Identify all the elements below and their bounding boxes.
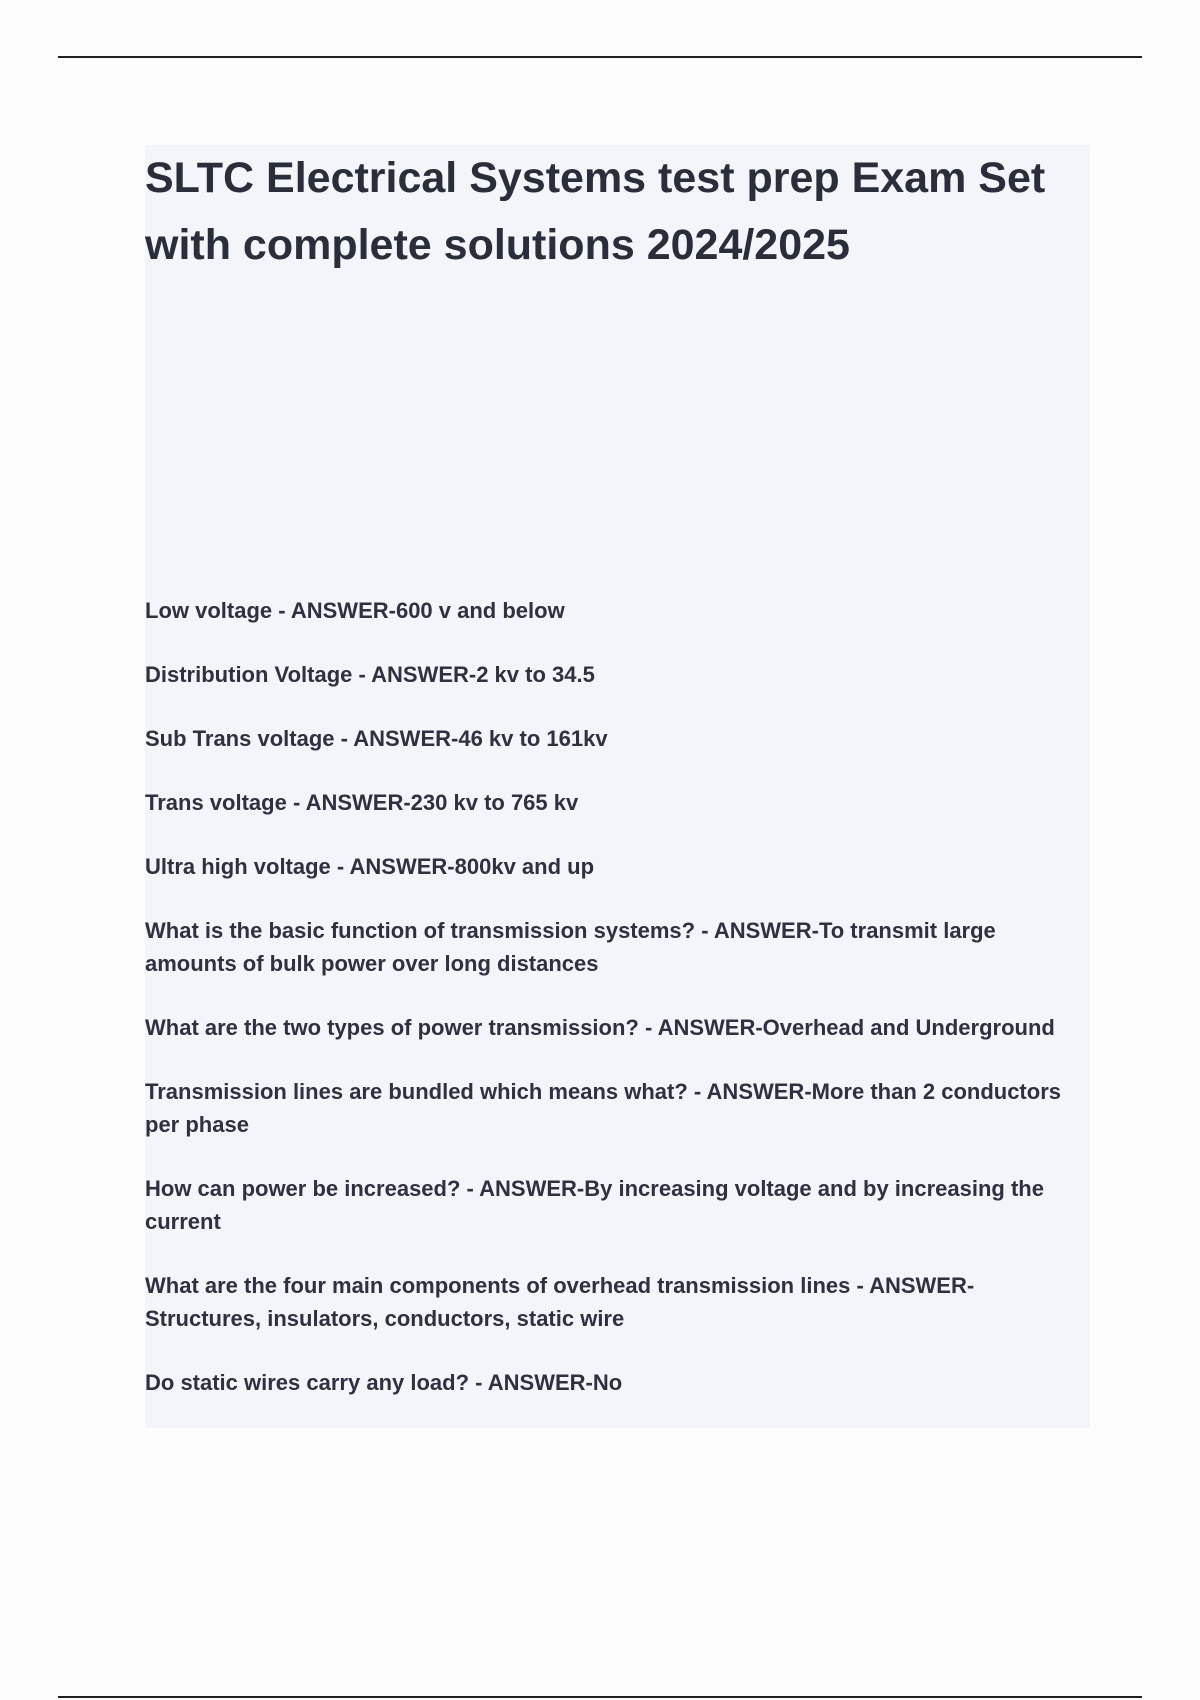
qa-item: Ultra high voltage - ANSWER-800kv and up: [145, 854, 595, 879]
document-title: SLTC Electrical Systems test prep Exam Set with complete solutions 2024/2025: [145, 154, 1046, 269]
qa-item: Sub Trans voltage - ANSWER-46 kv to 161kv: [145, 726, 608, 751]
qa-item: What is the basic function of transmission systems? - ANSWER-To transmit large amounts of bulk power over long distances: [145, 918, 996, 976]
qa-item: Distribution Voltage - ANSWER-2 kv to 34.5: [145, 662, 595, 687]
qa-item: Low voltage - ANSWER-600 v and below: [145, 598, 565, 623]
qa-item: Do static wires carry any load? - ANSWER-No: [145, 1370, 623, 1395]
bottom-rule: [58, 1696, 1142, 1698]
top-rule: [58, 56, 1142, 58]
qa-item: Trans voltage - ANSWER-230 kv to 765 kv: [145, 790, 579, 815]
qa-item: How can power be increased? - ANSWER-By increasing voltage and by increasing the current: [145, 1176, 1044, 1234]
qa-list: [145, 594, 1090, 1430]
qa-item: What are the two types of power transmission? - ANSWER-Overhead and Underground: [145, 1015, 1055, 1040]
qa-item: Transmission lines are bundled which means what? - ANSWER-More than 2 conductors per phase: [145, 1079, 1061, 1137]
qa-item: What are the four main components of overhead transmission lines - ANSWER-Structures, insulators, conductors, static wire: [145, 1273, 975, 1331]
document-body: [145, 145, 1090, 1428]
